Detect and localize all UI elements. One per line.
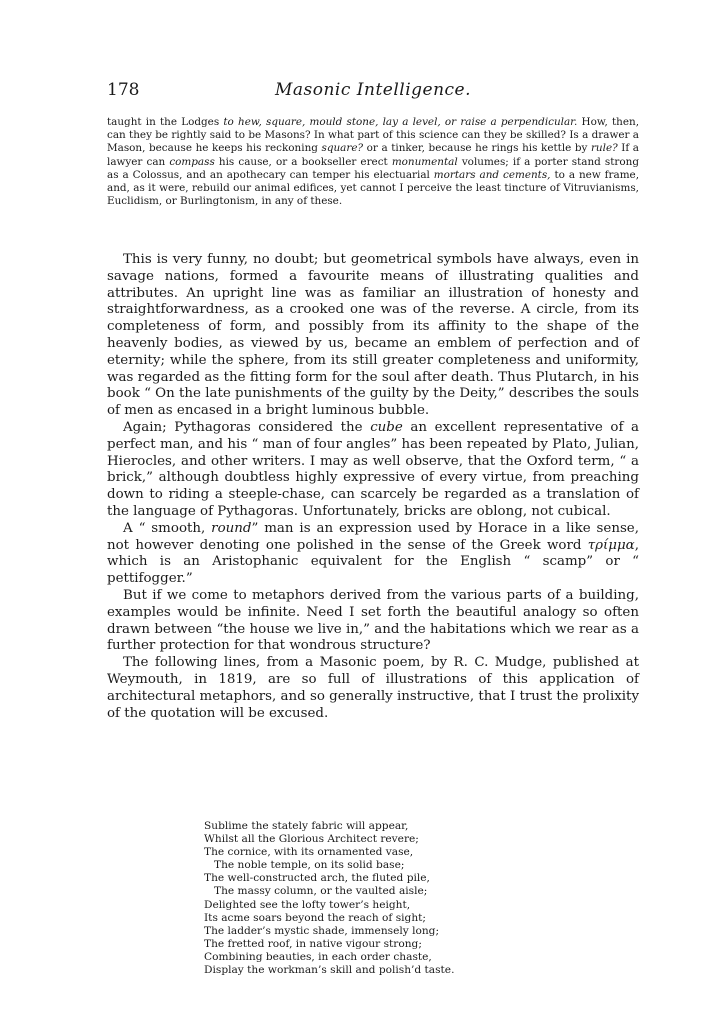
page-number: 178 <box>107 80 140 100</box>
paragraph-geometrical-symbols <box>107 252 639 420</box>
paragraph-mudge-poem-intro <box>107 655 639 722</box>
text-run: to a new frame, and, as it were, rebuild our animal edifices, yet cannot I perceive the least tincture of Vitruvianisms, Euclidism, or Burlingtonism, in any of these. <box>107 168 639 208</box>
running-title: Masonic Intelligence. <box>274 80 472 100</box>
body-text <box>107 252 639 722</box>
text-run: taught in the Lodges <box>107 116 224 128</box>
quoted-extract <box>107 116 639 208</box>
poem-line: The well-constructed arch, the fluted pile, <box>204 872 430 885</box>
poem-line: Its acme soars beyond the reach of sight; <box>204 911 426 924</box>
text-run: his cause, or a bookseller erect <box>214 155 392 168</box>
poem-line: The massy column, or the vaulted aisle; <box>214 885 428 898</box>
poem-line: The fretted roof, in native vigour strong; <box>204 937 422 950</box>
italic-text-run: monumental <box>391 155 458 168</box>
italic-text-run: round <box>211 520 252 536</box>
italic-text-run: square? <box>321 142 364 155</box>
poem-line: Delighted see the lofty tower’s height, <box>204 898 411 911</box>
text-run: If a lawyer can <box>107 142 639 168</box>
italic-text-run: compass <box>169 155 215 168</box>
extract-paragraph <box>107 116 639 208</box>
text-run: or a tinker, because he rings his kettle by <box>363 142 591 155</box>
poem-line: The noble temple, on its solid base; <box>214 859 405 872</box>
text-run: , which is an Aristophanic equivalent for the English “ scamp” or “ pettifogger.” <box>107 537 639 587</box>
italic-text-run: cube <box>370 419 403 435</box>
text-run: volumes; if a porter stand strong as a Colossus, and an apothecary can temper his electuarial <box>107 155 640 181</box>
poem-line: Display the workman’s skill and polish’d taste. <box>204 964 455 977</box>
poem-quotation <box>204 820 454 977</box>
page-header <box>107 80 639 102</box>
poem-line: Whilst all the Glorious Architect revere; <box>204 833 419 846</box>
paragraph-smooth-round <box>107 521 639 588</box>
text-run: an excellent representative of a perfect man, and his “ man of four angles” has been repeated by Plato, Julian, Hierocles, and other writers. I may as well observe, that the Oxford term, “ a brick,” although doubtless highly expressive of every virtue, from preaching down to riding a steeple-chase, can scarcely be regarded as a translation of the language of Pythagoras. Unfortunately, bricks are oblong, not cubical. <box>107 419 639 519</box>
text-run: The following lines, from a Masonic poem, by R. C. Mudge, published at Weymouth, in 1819, are so full of illustrations of this application of architectural metaphors, and so generally instructive, that I trust the prolixity of the quotation will be excused. <box>107 655 640 721</box>
text-run: But if we come to metaphors derived from the various parts of a building, examples would be infinite. Need I set forth the beautiful analogy so often drawn between “the house we live in,” and the habitations which we rear as a further protection for that wondrous structure? <box>107 587 639 654</box>
italic-text-run: τρίμμα <box>587 537 635 553</box>
poem-line: Combining beauties, in each order chaste, <box>204 950 432 963</box>
text-run: How, then, can they be rightly said to be Masons? In what part of this science can they be skilled? Is a drawer a Mason, because he keeps his reckoning <box>107 116 640 155</box>
text-run: Again; Pythagoras considered the <box>123 419 371 435</box>
paragraph-pythagoras-cube <box>107 420 639 521</box>
italic-text-run: mortars and cements, <box>433 168 551 181</box>
poem-line: The cornice, with its ornamented vase, <box>204 846 414 859</box>
text-run: ” man is an expression used by Horace in a like sense, not however denoting one polished in the sense of the Greek word <box>107 520 639 553</box>
poem-line: Sublime the stately fabric will appear, <box>204 820 409 832</box>
italic-text-run: rule? <box>590 142 618 155</box>
poem-line: The ladder’s mystic shade, immensely long; <box>204 924 440 937</box>
paragraph-building-metaphors <box>107 588 639 655</box>
text-run: This is very funny, no doubt; but geometrical symbols have always, even in savage nations, formed a favourite means of illustrating qualities and attributes. An upright line was as familiar an illustration of honesty and straightforwardness, as a crooked one was of the reverse. A circle, from its completeness of form, and possibly from its affinity to the shape of the heavenly bodies, as viewed by us, became an emblem of perfection and of eternity; while the sphere, from its still greater completeness and uniformity, was regarded as the fitting form for the soul after death. Thus Plutarch, in his book “ On the late punishments of the guilty by the Deity,” describes the souls of men as encased in a bright luminous bubble. <box>107 252 639 419</box>
text-run: A “ smooth, <box>123 520 212 536</box>
italic-text-run: to hew, square, mould stone, lay a level, or raise a perpendicular. <box>223 116 578 128</box>
